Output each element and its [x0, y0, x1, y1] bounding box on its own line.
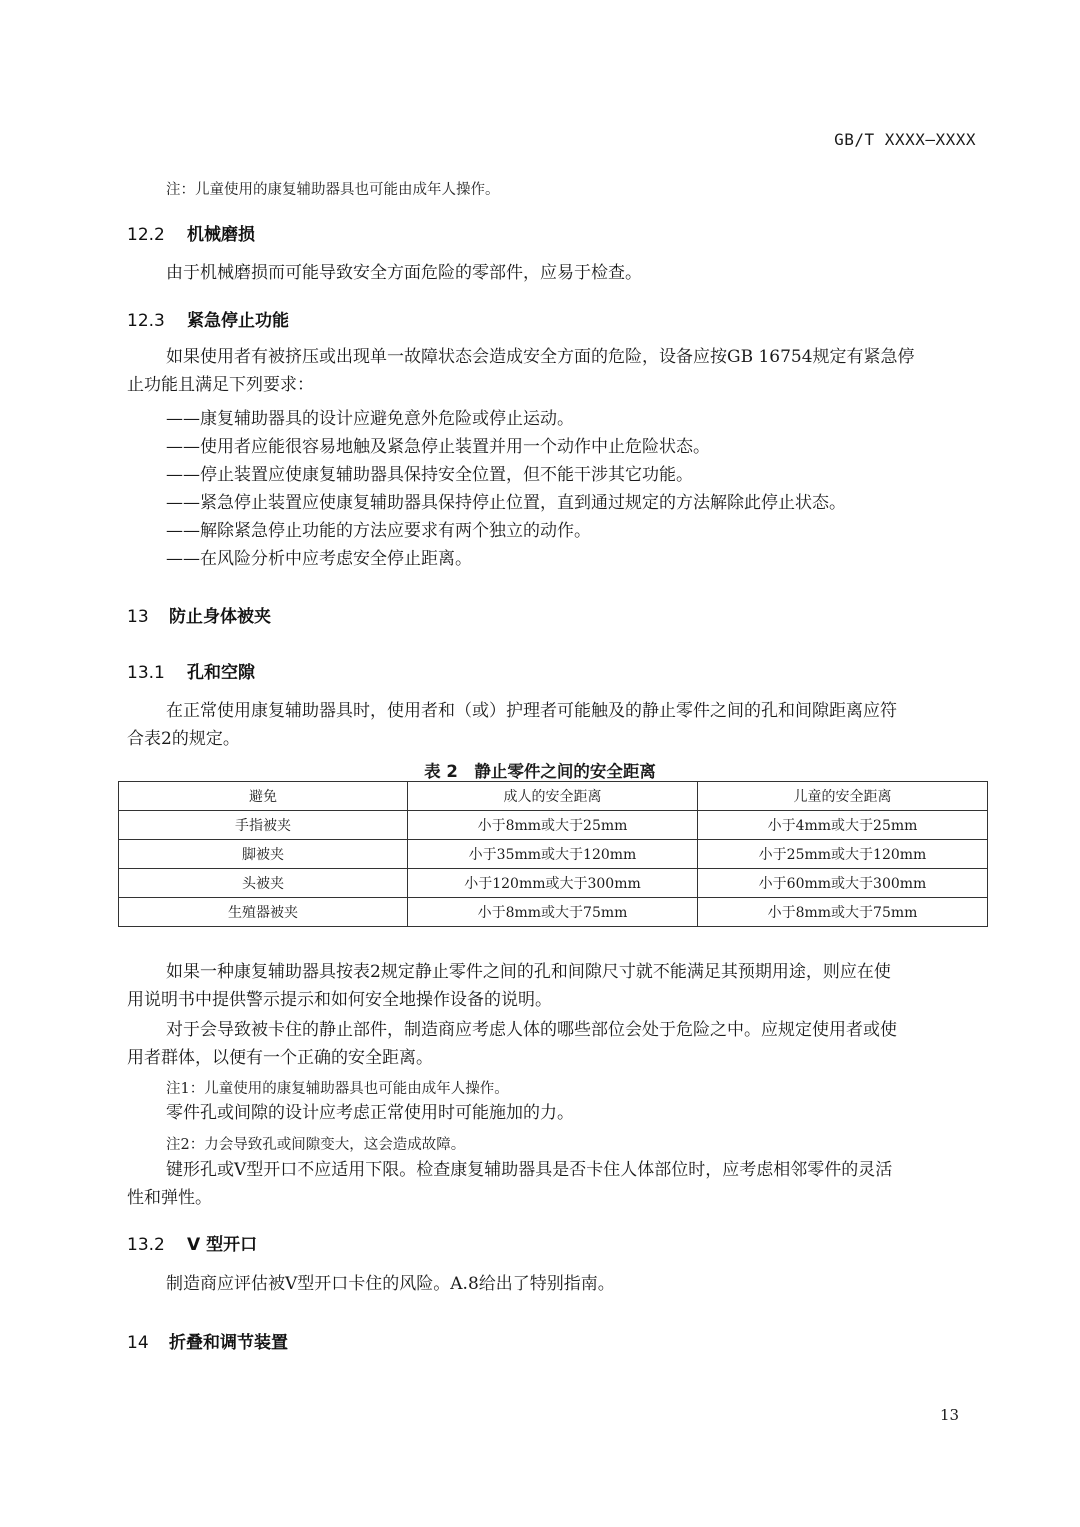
safety-distance-table [118, 781, 988, 927]
section-12-3-intro-line1: 如果使用者有被挤压或出现单一故障状态会造成安全方面的危险，设备应按GB 16754规定有紧急停 [166, 347, 915, 367]
note-1: 注1：儿童使用的康复辅助器具也可能由成年人操作。 [166, 1081, 509, 1097]
section-12-3-heading [127, 306, 289, 331]
paragraph-line: 用者群体，以便有一个正确的安全距离。 [127, 1048, 433, 1068]
section-number: 13.1 [127, 663, 165, 683]
note-2: 注2：力会导致孔或间隙变大，这会造成故障。 [166, 1137, 466, 1153]
section-title: V 型开口 [187, 1235, 258, 1255]
section-13-heading [127, 602, 271, 627]
list-item: ——紧急停止装置应使康复辅助器具保持停止位置，直到通过规定的方法解除此停止状态。 [166, 493, 846, 513]
table-cell: 小于120mm或大于300mm [408, 869, 698, 898]
section-13-1-body-line1: 在正常使用康复辅助器具时，使用者和（或）护理者可能触及的静止零件之间的孔和间隙距离应符 [166, 701, 897, 721]
section-13-1-body-line2: 合表2的规定。 [127, 729, 240, 749]
column-header: 避免 [119, 782, 408, 811]
paragraph-line: 零件孔或间隙的设计应考虑正常使用时可能施加的力。 [166, 1103, 574, 1123]
section-title: 孔和空隙 [187, 663, 255, 683]
table-cell: 小于35mm或大于120mm [408, 840, 698, 869]
top-note: 注：儿童使用的康复辅助器具也可能由成年人操作。 [166, 182, 500, 198]
table-cell: 头被夹 [119, 869, 408, 898]
list-item: ——康复辅助器具的设计应避免意外危险或停止运动。 [166, 409, 574, 429]
table-row [119, 898, 988, 927]
section-title: 折叠和调节装置 [169, 1333, 288, 1353]
paragraph-line: 性和弹性。 [127, 1188, 212, 1208]
section-title: 机械磨损 [187, 225, 255, 245]
section-13-1-heading [127, 658, 255, 683]
table-caption: 表 2 静止零件之间的安全距离 [424, 762, 656, 781]
list-item: ——解除紧急停止功能的方法应要求有两个独立的动作。 [166, 521, 591, 541]
section-13-2-body: 制造商应评估被V型开口卡住的风险。A.8给出了特别指南。 [166, 1274, 615, 1294]
table-cell: 小于8mm或大于25mm [408, 811, 698, 840]
section-number: 13 [127, 607, 149, 627]
column-header: 成人的安全距离 [408, 782, 698, 811]
table-cell: 小于8mm或大于75mm [408, 898, 698, 927]
paragraph-line: 用说明书中提供警示提示和如何安全地操作设备的说明。 [127, 990, 552, 1010]
table-cell: 手指被夹 [119, 811, 408, 840]
table-cell: 脚被夹 [119, 840, 408, 869]
table-cell: 小于25mm或大于120mm [698, 840, 988, 869]
page-number: 13 [940, 1406, 960, 1424]
section-number: 12.3 [127, 311, 165, 331]
section-14-heading [127, 1328, 288, 1353]
paragraph-line: 键形孔或V型开口不应适用下限。检查康复辅助器具是否卡住人体部位时，应考虑相邻零件的灵活 [166, 1160, 893, 1180]
table-row [119, 811, 988, 840]
table-cell: 小于60mm或大于300mm [698, 869, 988, 898]
list-item: ——停止装置应使康复辅助器具保持安全位置，但不能干涉其它功能。 [166, 465, 693, 485]
section-12-2-heading [127, 220, 255, 245]
column-header: 儿童的安全距离 [698, 782, 988, 811]
section-13-2-heading [127, 1230, 257, 1255]
section-title: 防止身体被夹 [169, 607, 271, 627]
section-number: 12.2 [127, 225, 165, 245]
list-item: ——使用者应能很容易地触及紧急停止装置并用一个动作中止危险状态。 [166, 437, 710, 457]
list-item: ——在风险分析中应考虑安全停止距离。 [166, 549, 472, 569]
document-id: GB/T XXXX—XXXX [834, 130, 976, 149]
table-row [119, 840, 988, 869]
section-number: 13.2 [127, 1235, 165, 1255]
table-header-row [119, 782, 988, 811]
paragraph-line: 如果一种康复辅助器具按表2规定静止零件之间的孔和间隙尺寸就不能满足其预期用途，则应在使 [166, 962, 891, 982]
table-row [119, 869, 988, 898]
section-12-2-body: 由于机械磨损而可能导致安全方面危险的零部件，应易于检查。 [166, 263, 642, 283]
table-cell: 小于4mm或大于25mm [698, 811, 988, 840]
section-12-3-intro-line2: 止功能且满足下列要求： [127, 375, 314, 395]
table-cell: 小于8mm或大于75mm [698, 898, 988, 927]
table-cell: 生殖器被夹 [119, 898, 408, 927]
paragraph-line: 对于会导致被卡住的静止部件，制造商应考虑人体的哪些部位会处于危险之中。应规定使用者或使 [166, 1020, 897, 1040]
section-number: 14 [127, 1333, 149, 1353]
section-title: 紧急停止功能 [187, 311, 289, 331]
